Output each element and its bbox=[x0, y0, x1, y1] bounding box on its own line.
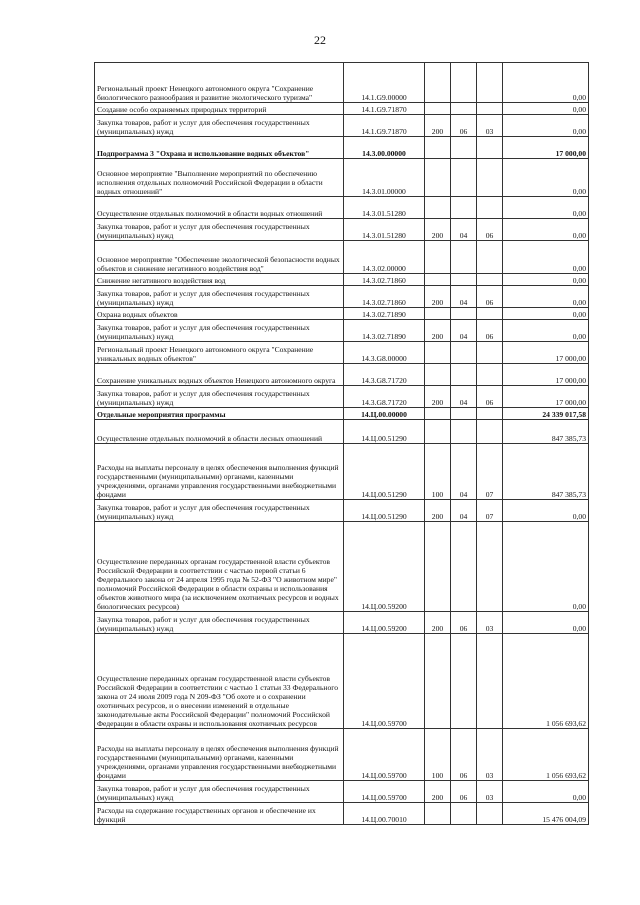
row-subsection bbox=[477, 634, 503, 729]
row-section: 04 bbox=[451, 219, 477, 241]
table-row bbox=[95, 634, 589, 729]
row-amount: 0,00 bbox=[503, 781, 589, 803]
row-name: Осуществление отдельных полномочий в области лесных отношений bbox=[95, 420, 344, 444]
table-row bbox=[95, 612, 589, 634]
row-expense-type: 200 bbox=[425, 612, 451, 634]
page-number: 22 bbox=[314, 33, 326, 47]
row-target-code: 14.Ц.00.51290 bbox=[344, 420, 425, 444]
row-name: Подпрограмма 3 "Охрана и использование водных объектов" bbox=[95, 137, 344, 159]
row-section bbox=[451, 634, 477, 729]
row-subsection: 03 bbox=[477, 781, 503, 803]
row-target-code: 14.3.G8.71720 bbox=[344, 364, 425, 386]
row-expense-type: 200 bbox=[425, 781, 451, 803]
row-expense-type: 200 bbox=[425, 320, 451, 342]
table-row bbox=[95, 386, 589, 408]
row-target-code: 14.Ц.00.51290 bbox=[344, 444, 425, 500]
row-name: Создание особо охраняемых природных территорий bbox=[95, 103, 344, 115]
row-target-code: 14.1.G9.71870 bbox=[344, 115, 425, 137]
table-row bbox=[95, 103, 589, 115]
row-amount: 17 000,00 bbox=[503, 364, 589, 386]
table-row bbox=[95, 420, 589, 444]
row-expense-type: 200 bbox=[425, 219, 451, 241]
row-section bbox=[451, 197, 477, 219]
row-expense-type bbox=[425, 197, 451, 219]
row-target-code: 14.3.G8.00000 bbox=[344, 342, 425, 364]
table-row bbox=[95, 522, 589, 612]
row-name: Охрана водных объектов bbox=[95, 308, 344, 320]
row-target-code: 14.Ц.00.51290 bbox=[344, 500, 425, 522]
row-expense-type: 200 bbox=[425, 386, 451, 408]
row-name: Осуществление переданных органам государственной власти субъектов Российской Федерации в соответствии с частью первой статьи 6 Федерального закона от 24 апреля 1995 года № 52-ФЗ "О животном мире" полномочий Российской Федерации в области охраны и использования объектов животного мира (за исключением охотничьих ресурсов и водных биологических ресурсов) bbox=[95, 522, 344, 612]
row-section bbox=[451, 803, 477, 825]
row-subsection bbox=[477, 274, 503, 286]
row-section bbox=[451, 274, 477, 286]
row-subsection bbox=[477, 159, 503, 197]
row-name: Расходы на выплаты персоналу в целях обеспечения выполнения функций государственными (муниципальными) органами, казенными учреждениями, органами управления государственными внебюджетными фондами bbox=[95, 444, 344, 500]
row-expense-type bbox=[425, 522, 451, 612]
row-amount: 17 000,00 bbox=[503, 386, 589, 408]
row-target-code: 14.Ц.00.59200 bbox=[344, 522, 425, 612]
table-row bbox=[95, 115, 589, 137]
table-row bbox=[95, 197, 589, 219]
row-name: Закупка товаров, работ и услуг для обеспечения государственных (муниципальных) нужд bbox=[95, 500, 344, 522]
table-row bbox=[95, 219, 589, 241]
row-name: Региональный проект Ненецкого автономного округа "Сохранение уникальных водных объектов" bbox=[95, 342, 344, 364]
row-amount: 0,00 bbox=[503, 320, 589, 342]
row-subsection bbox=[477, 63, 503, 103]
row-subsection bbox=[477, 408, 503, 420]
row-amount: 15 476 004,09 bbox=[503, 803, 589, 825]
row-section bbox=[451, 420, 477, 444]
row-subsection: 06 bbox=[477, 286, 503, 308]
row-amount: 0,00 bbox=[503, 115, 589, 137]
row-name: Закупка товаров, работ и услуг для обеспечения государственных (муниципальных) нужд bbox=[95, 612, 344, 634]
row-section: 04 bbox=[451, 320, 477, 342]
row-section bbox=[451, 241, 477, 274]
table-row bbox=[95, 444, 589, 500]
row-subsection: 03 bbox=[477, 612, 503, 634]
table-row bbox=[95, 364, 589, 386]
row-section bbox=[451, 522, 477, 612]
row-expense-type bbox=[425, 408, 451, 420]
row-name: Закупка товаров, работ и услуг для обеспечения государственных (муниципальных) нужд bbox=[95, 286, 344, 308]
row-amount: 24 339 017,58 bbox=[503, 408, 589, 420]
row-expense-type bbox=[425, 308, 451, 320]
row-expense-type bbox=[425, 63, 451, 103]
row-expense-type bbox=[425, 137, 451, 159]
row-amount: 0,00 bbox=[503, 159, 589, 197]
row-expense-type: 200 bbox=[425, 286, 451, 308]
row-expense-type bbox=[425, 364, 451, 386]
row-section: 04 bbox=[451, 286, 477, 308]
row-expense-type bbox=[425, 342, 451, 364]
row-subsection: 07 bbox=[477, 444, 503, 500]
row-target-code: 14.Ц.00.59700 bbox=[344, 781, 425, 803]
row-section: 06 bbox=[451, 612, 477, 634]
row-subsection: 07 bbox=[477, 500, 503, 522]
row-target-code: 14.3.02.71860 bbox=[344, 286, 425, 308]
row-subsection: 03 bbox=[477, 729, 503, 781]
row-amount: 847 385,73 bbox=[503, 420, 589, 444]
row-amount: 0,00 bbox=[503, 286, 589, 308]
row-amount: 0,00 bbox=[503, 500, 589, 522]
row-amount: 0,00 bbox=[503, 197, 589, 219]
row-name: Отдельные мероприятия программы bbox=[95, 408, 344, 420]
row-name: Закупка товаров, работ и услуг для обеспечения государственных (муниципальных) нужд bbox=[95, 115, 344, 137]
table-row bbox=[95, 241, 589, 274]
row-target-code: 14.1.G9.00000 bbox=[344, 63, 425, 103]
table-row bbox=[95, 500, 589, 522]
row-expense-type: 200 bbox=[425, 115, 451, 137]
row-target-code: 14.Ц.00.59200 bbox=[344, 612, 425, 634]
table-row bbox=[95, 320, 589, 342]
row-expense-type bbox=[425, 159, 451, 197]
row-subsection bbox=[477, 522, 503, 612]
row-target-code: 14.Ц.00.70010 bbox=[344, 803, 425, 825]
row-section: 04 bbox=[451, 386, 477, 408]
row-section: 06 bbox=[451, 781, 477, 803]
row-target-code: 14.3.01.00000 bbox=[344, 159, 425, 197]
row-target-code: 14.3.02.71890 bbox=[344, 308, 425, 320]
table-row bbox=[95, 408, 589, 420]
row-target-code: 14.3.01.51280 bbox=[344, 219, 425, 241]
row-amount: 0,00 bbox=[503, 308, 589, 320]
row-target-code: 14.Ц.00.59700 bbox=[344, 729, 425, 781]
row-subsection: 06 bbox=[477, 320, 503, 342]
row-name: Основное мероприятие "Обеспечение экологической безопасности водных объектов и снижение негативного воздействия вод" bbox=[95, 241, 344, 274]
budget-table-body bbox=[95, 63, 589, 825]
row-subsection bbox=[477, 364, 503, 386]
row-target-code: 14.3.00.00000 bbox=[344, 137, 425, 159]
table-row bbox=[95, 308, 589, 320]
row-name: Региональный проект Ненецкого автономного округа "Сохранение биологического разнообразия и развитие экологического туризма" bbox=[95, 63, 344, 103]
row-name: Основное мероприятие "Выполнение мероприятий по обеспечению исполнения отдельных полномочий Российской Федерации в области водных отношений" bbox=[95, 159, 344, 197]
row-subsection bbox=[477, 241, 503, 274]
row-expense-type bbox=[425, 420, 451, 444]
row-name: Расходы на выплаты персоналу в целях обеспечения выполнения функций государственными (муниципальными) органами, казенными учреждениями, органами управления государственными внебюджетными фондами bbox=[95, 729, 344, 781]
row-section bbox=[451, 408, 477, 420]
row-section bbox=[451, 308, 477, 320]
table-row bbox=[95, 159, 589, 197]
row-amount: 1 056 693,62 bbox=[503, 729, 589, 781]
row-target-code: 14.1.G9.71870 bbox=[344, 103, 425, 115]
row-amount: 0,00 bbox=[503, 241, 589, 274]
row-name: Осуществление отдельных полномочий в области водных отношений bbox=[95, 197, 344, 219]
row-subsection bbox=[477, 803, 503, 825]
table-row bbox=[95, 729, 589, 781]
table-row bbox=[95, 137, 589, 159]
row-name: Расходы на содержание государственных органов и обеспечение их функций bbox=[95, 803, 344, 825]
row-expense-type bbox=[425, 634, 451, 729]
row-amount: 0,00 bbox=[503, 522, 589, 612]
row-amount: 0,00 bbox=[503, 612, 589, 634]
row-section: 04 bbox=[451, 500, 477, 522]
row-section: 06 bbox=[451, 115, 477, 137]
row-section bbox=[451, 103, 477, 115]
row-subsection: 06 bbox=[477, 386, 503, 408]
row-name: Снижение негативного воздействия вод bbox=[95, 274, 344, 286]
row-target-code: 14.3.02.00000 bbox=[344, 241, 425, 274]
row-amount: 0,00 bbox=[503, 63, 589, 103]
row-name: Закупка товаров, работ и услуг для обеспечения государственных (муниципальных) нужд bbox=[95, 781, 344, 803]
row-subsection: 06 bbox=[477, 219, 503, 241]
row-amount: 17 000,00 bbox=[503, 342, 589, 364]
row-subsection bbox=[477, 308, 503, 320]
row-name: Осуществление переданных органам государственной власти субъектов Российской Федерации в соответствии с частью 1 статьи 33 Федерального закона от 24 июля 2009 года N 209-ФЗ "Об охоте и о сохранении охотничьих ресурсов, и о внесении изменений в отдельные законодательные акты Российской Федерации" полномочий Российской Федерации в области охраны и использования охотничьих ресурсов bbox=[95, 634, 344, 729]
row-target-code: 14.Ц.00.59700 bbox=[344, 634, 425, 729]
row-subsection bbox=[477, 342, 503, 364]
row-expense-type bbox=[425, 274, 451, 286]
row-target-code: 14.3.02.71890 bbox=[344, 320, 425, 342]
row-amount: 0,00 bbox=[503, 274, 589, 286]
row-name: Сохранение уникальных водных объектов Ненецкого автономного округа bbox=[95, 364, 344, 386]
table-row bbox=[95, 274, 589, 286]
row-amount: 0,00 bbox=[503, 103, 589, 115]
row-subsection bbox=[477, 137, 503, 159]
row-target-code: 14.Ц.00.00000 bbox=[344, 408, 425, 420]
table-row bbox=[95, 63, 589, 103]
row-amount: 17 000,00 bbox=[503, 137, 589, 159]
row-expense-type bbox=[425, 103, 451, 115]
row-subsection bbox=[477, 197, 503, 219]
row-subsection bbox=[477, 103, 503, 115]
row-amount: 0,00 bbox=[503, 219, 589, 241]
row-amount: 847 385,73 bbox=[503, 444, 589, 500]
row-name: Закупка товаров, работ и услуг для обеспечения государственных (муниципальных) нужд bbox=[95, 219, 344, 241]
row-section bbox=[451, 364, 477, 386]
row-section bbox=[451, 159, 477, 197]
row-amount: 1 056 693,62 bbox=[503, 634, 589, 729]
row-expense-type bbox=[425, 241, 451, 274]
table-row bbox=[95, 342, 589, 364]
row-section: 06 bbox=[451, 729, 477, 781]
row-target-code: 14.3.02.71860 bbox=[344, 274, 425, 286]
row-subsection: 03 bbox=[477, 115, 503, 137]
table-row bbox=[95, 781, 589, 803]
row-name: Закупка товаров, работ и услуг для обеспечения государственных (муниципальных) нужд bbox=[95, 386, 344, 408]
row-expense-type: 100 bbox=[425, 729, 451, 781]
row-section bbox=[451, 63, 477, 103]
row-section bbox=[451, 342, 477, 364]
row-expense-type bbox=[425, 803, 451, 825]
row-target-code: 14.3.01.51280 bbox=[344, 197, 425, 219]
table-row bbox=[95, 286, 589, 308]
row-section bbox=[451, 137, 477, 159]
row-name: Закупка товаров, работ и услуг для обеспечения государственных (муниципальных) нужд bbox=[95, 320, 344, 342]
row-subsection bbox=[477, 420, 503, 444]
row-target-code: 14.3.G8.71720 bbox=[344, 386, 425, 408]
table-row bbox=[95, 803, 589, 825]
row-expense-type: 100 bbox=[425, 444, 451, 500]
budget-table bbox=[94, 62, 589, 825]
row-section: 04 bbox=[451, 444, 477, 500]
row-expense-type: 200 bbox=[425, 500, 451, 522]
